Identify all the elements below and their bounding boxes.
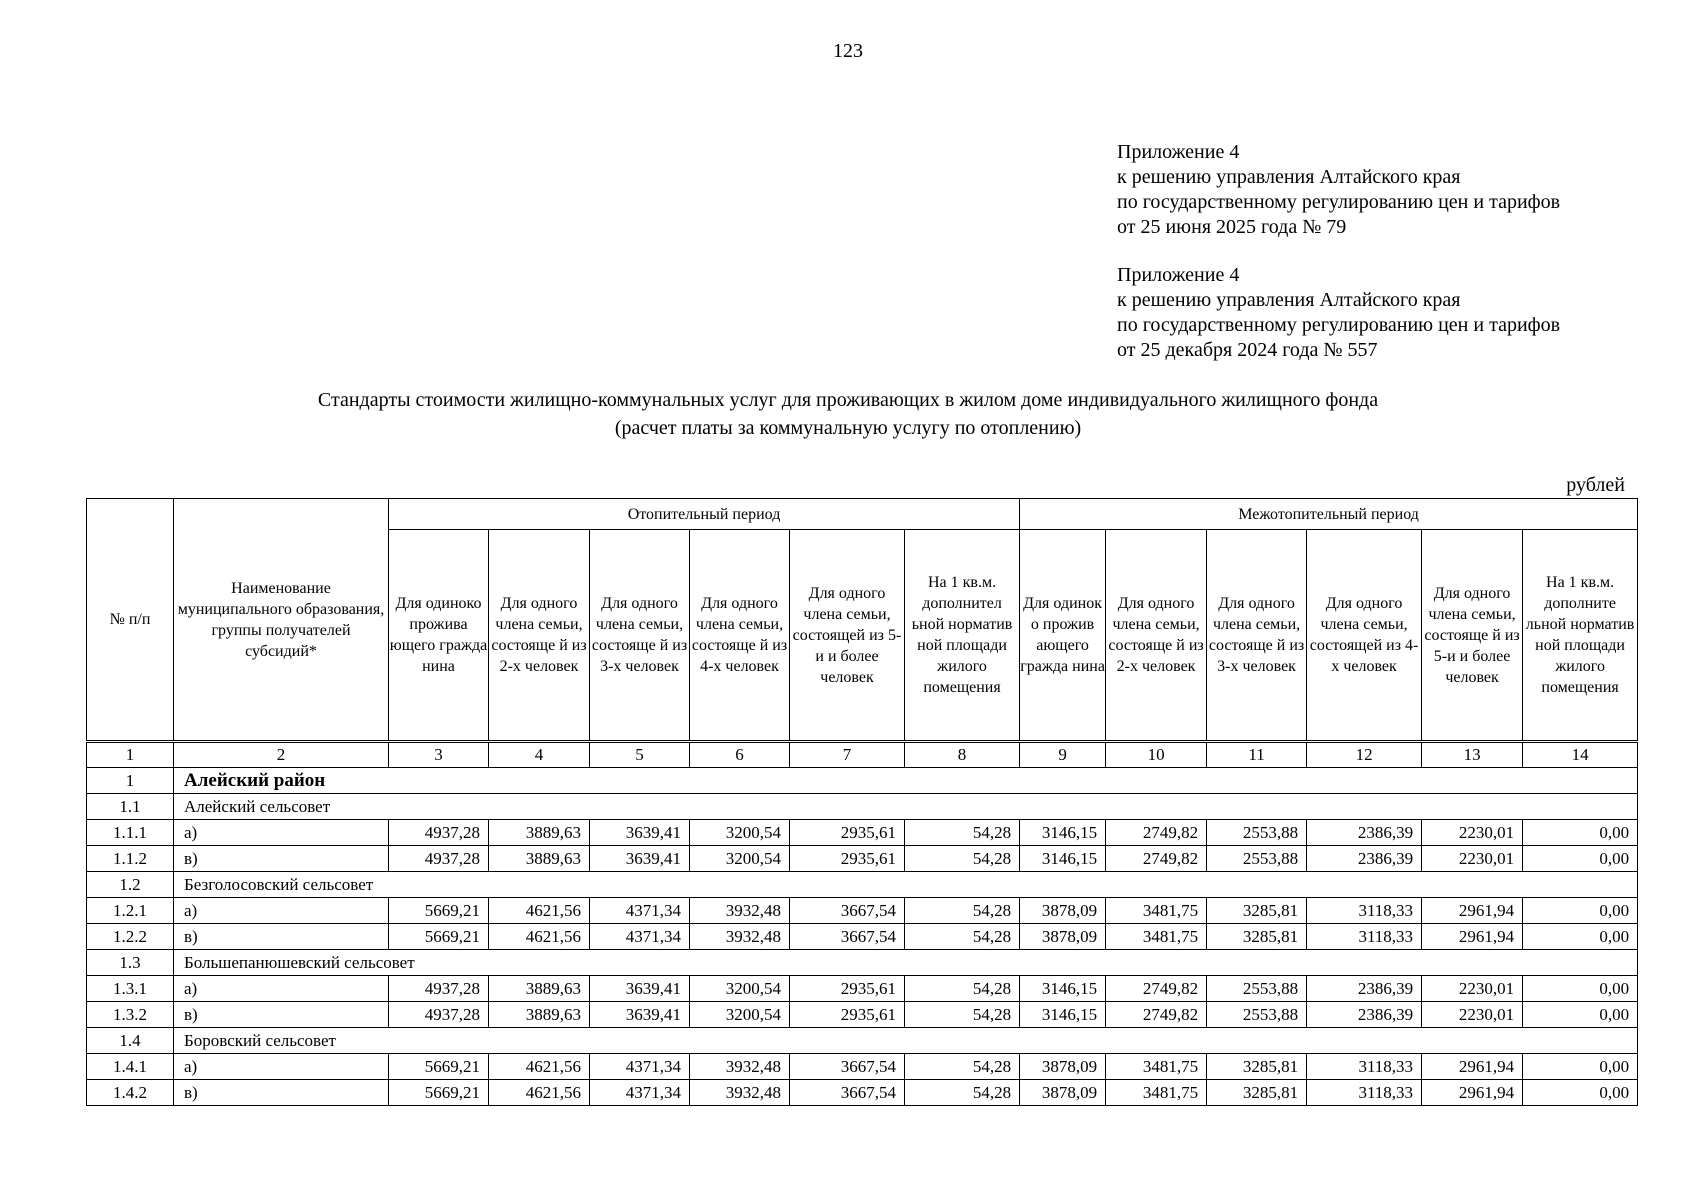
column-number: 3 [389, 742, 489, 768]
value-cell: 3481,75 [1106, 1080, 1207, 1106]
document-title-line1: Стандарты стоимости жилищно-коммунальных услуг для проживающих в жилом доме индивидуального жилищного фонда [317, 389, 1379, 411]
value-cell: 2386,39 [1307, 1002, 1422, 1028]
value-cell: 2230,01 [1422, 846, 1523, 872]
value-cell: 3932,48 [690, 1054, 790, 1080]
value-cell: 3878,09 [1020, 1054, 1106, 1080]
value-cell: 3285,81 [1207, 1054, 1307, 1080]
value-cell: 0,00 [1523, 976, 1638, 1002]
appendix-previous [1117, 263, 1560, 363]
table-header [87, 499, 1638, 742]
group-label: в) [174, 1080, 389, 1106]
value-cell: 2935,61 [790, 820, 905, 846]
value-cell: 2553,88 [1207, 976, 1307, 1002]
value-cell: 3889,63 [489, 820, 590, 846]
value-cell: 3878,09 [1020, 1080, 1106, 1106]
header-nonheating-col: На 1 кв.м. дополните льной норматив ной площади жилого помещения [1523, 530, 1638, 742]
document-title [0, 386, 1696, 442]
value-cell: 3889,63 [489, 1002, 590, 1028]
appendix-line: от 25 декабря 2024 года № 557 [1117, 339, 1378, 361]
table-row [87, 1054, 1638, 1080]
value-cell: 0,00 [1523, 1054, 1638, 1080]
settlement-row [87, 1028, 1638, 1054]
settlement-row [87, 872, 1638, 898]
group-label: а) [174, 1054, 389, 1080]
table-body [87, 742, 1638, 1106]
value-cell: 3146,15 [1020, 820, 1106, 846]
value-cell: 3200,54 [690, 1002, 790, 1028]
table-row [87, 976, 1638, 1002]
settlement-row [87, 950, 1638, 976]
value-cell: 3932,48 [690, 1080, 790, 1106]
value-cell: 0,00 [1523, 924, 1638, 950]
value-cell: 3285,81 [1207, 898, 1307, 924]
header-heating-col: Для одиноко прожива ющего гражда нина [389, 530, 489, 742]
row-number: 1.3 [87, 950, 174, 976]
value-cell: 3932,48 [690, 898, 790, 924]
value-cell: 4371,34 [590, 1080, 690, 1106]
unit-label: рублей [1566, 474, 1625, 496]
value-cell: 3200,54 [690, 846, 790, 872]
column-number: 5 [590, 742, 690, 768]
value-cell: 2749,82 [1106, 976, 1207, 1002]
value-cell: 3667,54 [790, 1080, 905, 1106]
value-cell: 2553,88 [1207, 1002, 1307, 1028]
value-cell: 2935,61 [790, 846, 905, 872]
header-nonheating-col: Для одного члена семьи, состояще й из 2-х человек [1106, 530, 1207, 742]
row-number: 1.2.1 [87, 898, 174, 924]
value-cell: 3118,33 [1307, 1080, 1422, 1106]
header-nonheating-col: Для одного члена семьи, состояще й из 3-х человек [1207, 530, 1307, 742]
value-cell: 3146,15 [1020, 1002, 1106, 1028]
value-cell: 2749,82 [1106, 846, 1207, 872]
value-cell: 2230,01 [1422, 820, 1523, 846]
appendix-line: к решению управления Алтайского края [1117, 166, 1461, 188]
header-nonheating-period: Межотопительный период [1020, 499, 1638, 530]
header-nonheating-col: Для одного члена семьи, состояще й из 5-и и более человек [1422, 530, 1523, 742]
value-cell: 4937,28 [389, 1002, 489, 1028]
value-cell: 4621,56 [489, 924, 590, 950]
value-cell: 4621,56 [489, 898, 590, 924]
district-row [87, 768, 1638, 794]
value-cell: 0,00 [1523, 820, 1638, 846]
row-number: 1.1 [87, 794, 174, 820]
row-number: 1.2.2 [87, 924, 174, 950]
group-label: а) [174, 976, 389, 1002]
appendix-title: Приложение 4 [1117, 141, 1240, 163]
settlement-name: Боровский сельсовет [174, 1028, 1638, 1054]
value-cell: 3481,75 [1106, 1054, 1207, 1080]
header-nonheating-col: Для одного члена семьи, состоящей из 4-х человек [1307, 530, 1422, 742]
value-cell: 3878,09 [1020, 898, 1106, 924]
value-cell: 2961,94 [1422, 924, 1523, 950]
page-number: 123 [833, 40, 863, 62]
value-cell: 3146,15 [1020, 846, 1106, 872]
value-cell: 2553,88 [1207, 820, 1307, 846]
header-heating-col: Для одного члена семьи, состояще й из 4-х человек [690, 530, 790, 742]
column-number: 2 [174, 742, 389, 768]
group-label: в) [174, 924, 389, 950]
value-cell: 3200,54 [690, 976, 790, 1002]
value-cell: 3200,54 [690, 820, 790, 846]
value-cell: 3285,81 [1207, 1080, 1307, 1106]
value-cell: 3118,33 [1307, 924, 1422, 950]
appendix-line: по государственному регулированию цен и тарифов [1117, 314, 1561, 336]
value-cell: 2386,39 [1307, 976, 1422, 1002]
value-cell: 4371,34 [590, 1054, 690, 1080]
appendix-current [1117, 140, 1560, 240]
value-cell: 3481,75 [1106, 924, 1207, 950]
tariff-table [86, 498, 1638, 1106]
value-cell: 3639,41 [590, 820, 690, 846]
value-cell: 2961,94 [1422, 1054, 1523, 1080]
value-cell: 3118,33 [1307, 1054, 1422, 1080]
value-cell: 0,00 [1523, 846, 1638, 872]
value-cell: 2935,61 [790, 1002, 905, 1028]
value-cell: 4371,34 [590, 924, 690, 950]
header-heating-col: Для одного члена семьи, состояще й из 2-х человек [489, 530, 590, 742]
header-number: № п/п [87, 499, 174, 742]
value-cell: 4937,28 [389, 846, 489, 872]
value-cell: 54,28 [905, 846, 1020, 872]
settlement-name: Безголосовский сельсовет [174, 872, 1638, 898]
column-number: 4 [489, 742, 590, 768]
header-heating-col: Для одного члена семьи, состоящей из 5-и и более человек [790, 530, 905, 742]
value-cell: 3146,15 [1020, 976, 1106, 1002]
column-number: 9 [1020, 742, 1106, 768]
header-nonheating-col: Для одинок о прожив ающего гражда нина [1020, 530, 1106, 742]
value-cell: 3118,33 [1307, 898, 1422, 924]
value-cell: 3481,75 [1106, 898, 1207, 924]
table-row [87, 924, 1638, 950]
column-number: 14 [1523, 742, 1638, 768]
appendix-title: Приложение 4 [1117, 264, 1240, 286]
column-number: 1 [87, 742, 174, 768]
value-cell: 5669,21 [389, 924, 489, 950]
settlement-name: Алейский сельсовет [174, 794, 1638, 820]
value-cell: 2230,01 [1422, 976, 1523, 1002]
value-cell: 3889,63 [489, 976, 590, 1002]
value-cell: 2230,01 [1422, 1002, 1523, 1028]
column-number: 13 [1422, 742, 1523, 768]
appendix-line: к решению управления Алтайского края [1117, 289, 1461, 311]
settlement-row [87, 794, 1638, 820]
value-cell: 3667,54 [790, 1054, 905, 1080]
value-cell: 2961,94 [1422, 1080, 1523, 1106]
group-label: в) [174, 846, 389, 872]
table-row [87, 820, 1638, 846]
value-cell: 4937,28 [389, 976, 489, 1002]
value-cell: 54,28 [905, 1080, 1020, 1106]
value-cell: 2749,82 [1106, 1002, 1207, 1028]
value-cell: 0,00 [1523, 898, 1638, 924]
row-number: 1.4 [87, 1028, 174, 1054]
value-cell: 4937,28 [389, 820, 489, 846]
value-cell: 2935,61 [790, 976, 905, 1002]
value-cell: 4621,56 [489, 1080, 590, 1106]
column-number: 10 [1106, 742, 1207, 768]
row-number: 1.4.2 [87, 1080, 174, 1106]
row-number: 1.1.1 [87, 820, 174, 846]
value-cell: 2386,39 [1307, 820, 1422, 846]
appendix-line: от 25 июня 2025 года № 79 [1117, 216, 1347, 238]
table-row [87, 1080, 1638, 1106]
row-number: 1 [87, 768, 174, 794]
value-cell: 2386,39 [1307, 846, 1422, 872]
value-cell: 0,00 [1523, 1002, 1638, 1028]
value-cell: 5669,21 [389, 898, 489, 924]
row-number: 1.2 [87, 872, 174, 898]
table-row [87, 846, 1638, 872]
value-cell: 4621,56 [489, 1054, 590, 1080]
value-cell: 2749,82 [1106, 820, 1207, 846]
column-number: 12 [1307, 742, 1422, 768]
group-label: а) [174, 898, 389, 924]
value-cell: 5669,21 [389, 1080, 489, 1106]
header-heating-col: На 1 кв.м. дополнител ьной норматив ной площади жилого помещения [905, 530, 1020, 742]
table-row [87, 898, 1638, 924]
row-number: 1.4.1 [87, 1054, 174, 1080]
group-label: а) [174, 820, 389, 846]
appendix-line: по государственному регулированию цен и тарифов [1117, 191, 1561, 213]
value-cell: 3639,41 [590, 976, 690, 1002]
table-row [87, 1002, 1638, 1028]
value-cell: 54,28 [905, 898, 1020, 924]
value-cell: 54,28 [905, 1002, 1020, 1028]
header-heating-period: Отопительный период [389, 499, 1020, 530]
value-cell: 2961,94 [1422, 898, 1523, 924]
value-cell: 54,28 [905, 976, 1020, 1002]
document-title-line2: (расчет платы за коммунальную услугу по отоплению) [614, 417, 1082, 439]
column-number: 8 [905, 742, 1020, 768]
row-number: 1.3.2 [87, 1002, 174, 1028]
value-cell: 5669,21 [389, 1054, 489, 1080]
column-number: 11 [1207, 742, 1307, 768]
value-cell: 3932,48 [690, 924, 790, 950]
value-cell: 3639,41 [590, 846, 690, 872]
settlement-name: Большепанюшевский сельсовет [174, 950, 1638, 976]
row-number: 1.1.2 [87, 846, 174, 872]
value-cell: 3639,41 [590, 1002, 690, 1028]
column-number: 7 [790, 742, 905, 768]
value-cell: 3285,81 [1207, 924, 1307, 950]
value-cell: 54,28 [905, 1054, 1020, 1080]
value-cell: 2553,88 [1207, 846, 1307, 872]
value-cell: 3889,63 [489, 846, 590, 872]
column-number: 6 [690, 742, 790, 768]
value-cell: 54,28 [905, 924, 1020, 950]
value-cell: 3667,54 [790, 924, 905, 950]
row-number: 1.3.1 [87, 976, 174, 1002]
header-heating-col: Для одного члена семьи, состояще й из 3-х человек [590, 530, 690, 742]
column-numbers-row [87, 742, 1638, 768]
district-name: Алейский район [174, 768, 1638, 794]
group-label: в) [174, 1002, 389, 1028]
value-cell: 3878,09 [1020, 924, 1106, 950]
value-cell: 4371,34 [590, 898, 690, 924]
value-cell: 3667,54 [790, 898, 905, 924]
header-name: Наименование муниципального образования, группы получателей субсидий* [174, 499, 389, 742]
value-cell: 54,28 [905, 820, 1020, 846]
tariff-table-container [86, 498, 1637, 1106]
value-cell: 0,00 [1523, 1080, 1638, 1106]
